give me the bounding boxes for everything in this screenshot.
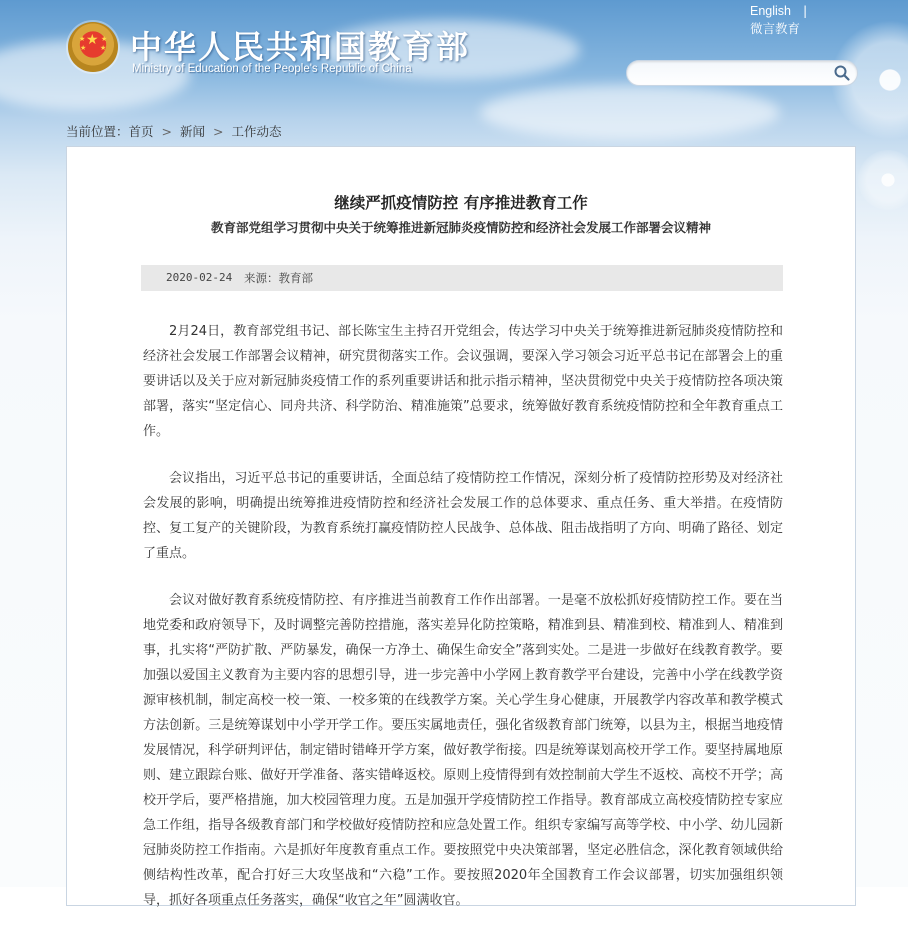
- breadcrumb-item-news[interactable]: 新闻: [180, 124, 206, 139]
- article-paragraph: 会议指出，习近平总书记的重要讲话，全面总结了疫情防控工作情况，深刻分析了疫情防控形势及对经济社会发展的影响，明确提出统筹推进疫情防控和经济社会发展工作的总体要求、重点任务、重大举措。在疫情防控、复工复产的关键阶段，为教育系统打赢疫情防控人民战争、总体战、阻击战指明了方向、明确了路径、划定了重点。: [143, 471, 783, 561]
- national-emblem-logo: ★ ★ ★ ★ ★: [68, 22, 118, 72]
- breadcrumb-separator: >: [161, 124, 173, 139]
- article-paragraph: 会议对做好教育系统疫情防控、有序推进当前教育工作作出部署。一是毫不放松抓好疫情防控工作。要在当地党委和政府领导下，及时调整完善防控措施，落实差异化防控策略，精准到县、精准到校、精准到人、精准到事，扎实将“严防扩散、严防暴发，确保一方净土、确保生命安全”落到实处。二是进一步做好在线教育教学。要加强以爱国主义教育为主要内容的思想引导，进一步完善中小学网上教育教学平台建设，完善中小学在线教学资源审核机制，制定高校一校一策、一校多策的在线教学方案。关心学生身心健康，开展教学内容改革和教学模式方法创新。三是统筹谋划中小学开学工作。要压实属地责任，强化省级教育部门统筹，以县为主，根据当地疫情发展情况，科学研判评估，制定错时错峰开学方案，做好教学衔接。四是统筹谋划高校开学工作。要坚持属地原则、建立跟踪台账、做好开学准备、落实错峰返校。原则上疫情得到有效控制前大学生不返校、高校不开学；高校开学后，要严格措施，加大校园管理力度。五是加强开学疫情防控工作指导。教育部成立高校疫情防控专家应急工作组，指导各级教育部门和学校做好疫情防控和应急处置工作。组织专家编写高等学校、中小学、幼儿园新冠肺炎防控工作指南。六是抓好年度教育重点工作。要按照党中央决策部署，坚定必胜信念，深化教育领域供给侧结构性改革，配合打好三大攻坚战和“六稳”工作。要按照2020年全国教育工作会议部署，切实加强组织领导，抓好各项重点任务落实，确保“收官之年”圆满收官。: [143, 593, 783, 908]
- search-input[interactable]: [639, 63, 833, 85]
- breadcrumb-prefix: 当前位置：: [66, 124, 129, 139]
- article-container: [66, 146, 856, 906]
- article-title: 继续严抓疫情防控 有序推进教育工作: [334, 194, 588, 212]
- article-date: 2020-02-24: [166, 271, 233, 284]
- article-body: [143, 319, 783, 935]
- site-subtitle: Ministry of Education of the People's Republic of China: [132, 63, 412, 75]
- search-box: [626, 60, 858, 86]
- article-subtitle: 教育部党组学习贯彻中央关于统筹推进新冠肺炎疫情防控和经济社会发展工作部署会议精神: [210, 220, 711, 235]
- article-paragraph: 2月24日，教育部党组书记、部长陈宝生主持召开党组会，传达学习中央关于统筹推进新冠肺炎疫情防控和经济社会发展工作部署会议精神，研究贯彻落实工作。会议强调，要深入学习领会习近平总书记在部署会上的重要讲话以及关于应对新冠肺炎疫情工作的系列重要讲话和批示指示精神，坚决贯彻党中央关于疫情防控各项决策部署，落实“坚定信心、同舟共济、科学防治、精准施策”总要求，统筹做好教育系统疫情防控和全年教育重点工作。: [143, 324, 783, 439]
- breadcrumb-separator: >: [213, 124, 224, 139]
- english-link[interactable]: English: [750, 4, 791, 18]
- breadcrumb: [66, 122, 282, 140]
- site-header: [0, 0, 908, 115]
- link-separator: |: [802, 3, 808, 18]
- breadcrumb-item-home[interactable]: 首页: [128, 124, 154, 139]
- breadcrumb-item-work-news[interactable]: 工作动态: [231, 124, 282, 139]
- article-meta-bar: [141, 265, 783, 291]
- search-icon[interactable]: [833, 64, 851, 82]
- site-title: 中华人民共和国教育部: [130, 28, 471, 66]
- article-source: 来源：教育部: [244, 271, 313, 285]
- weibo-link[interactable]: 微言教育: [750, 21, 801, 36]
- top-links: [750, 2, 807, 37]
